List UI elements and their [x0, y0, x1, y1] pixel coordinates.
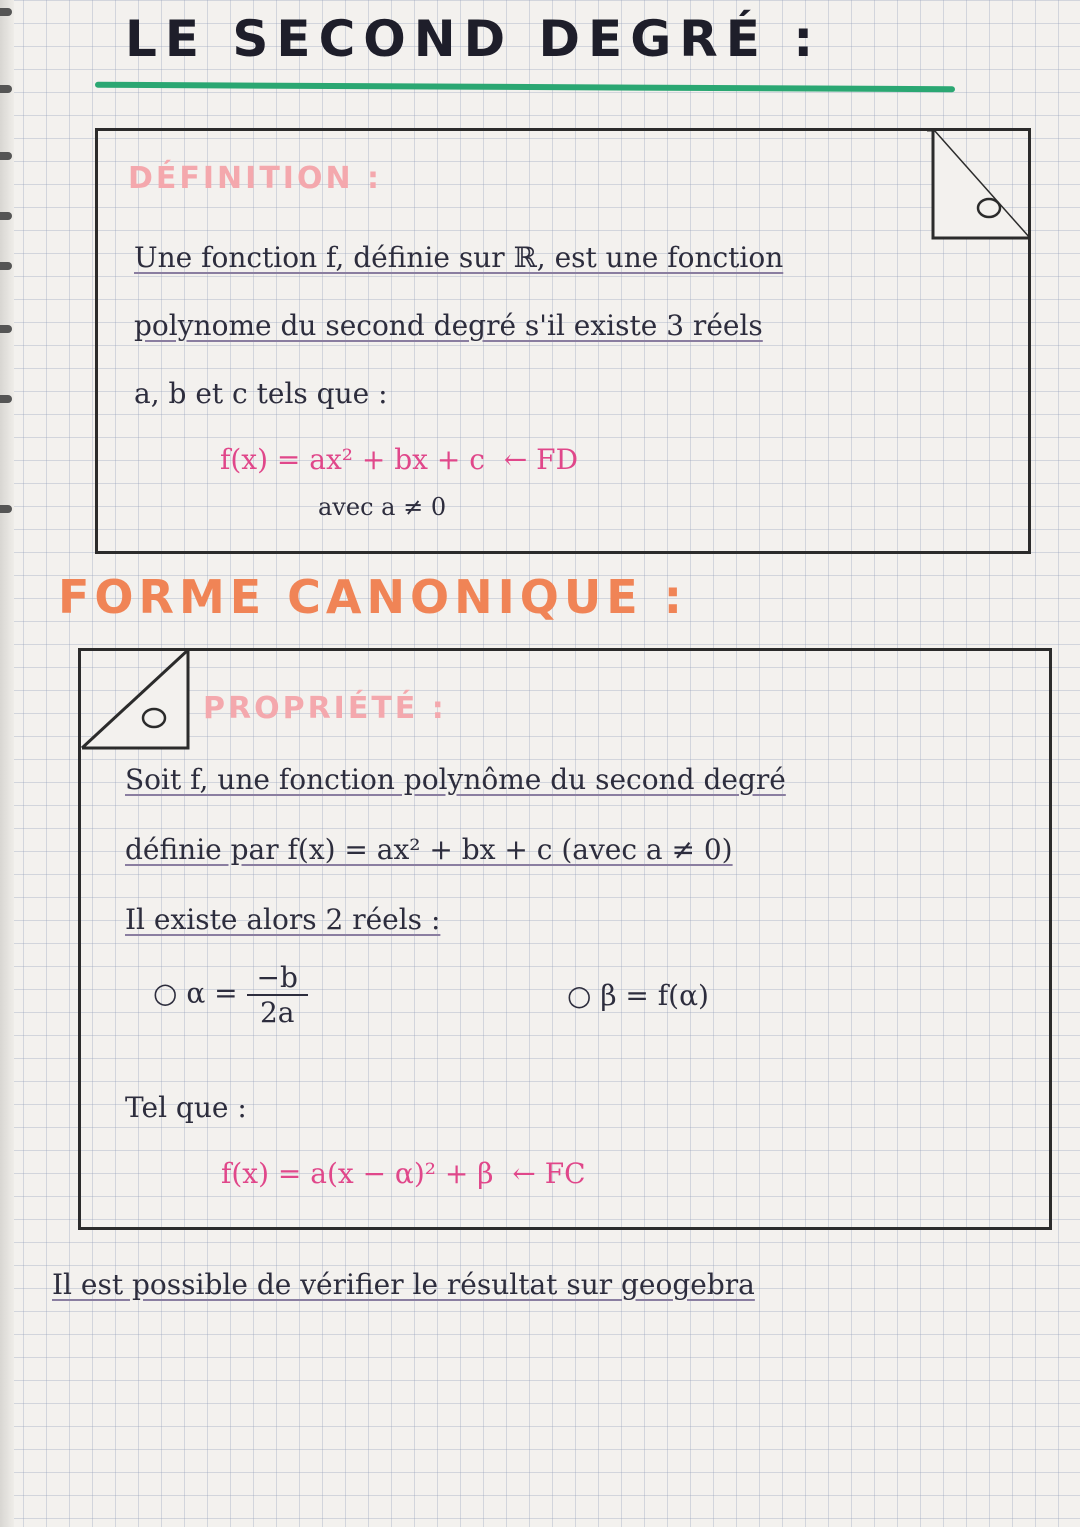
property-formula-text: f(x) = a(x − α)² + β [221, 1157, 494, 1190]
definition-box [95, 128, 1031, 554]
binding-ring [0, 262, 12, 270]
binding-ring [0, 212, 12, 220]
binding-ring [0, 395, 12, 403]
notebook-binding [0, 0, 14, 1527]
property-formula [221, 1157, 586, 1190]
property-formula-tag: ← FC [512, 1157, 586, 1190]
definition-formula-text: f(x) = ax² + bx + c [220, 443, 485, 476]
page-fold-icon [927, 128, 1031, 240]
definition-formula-tag: ← FD [503, 443, 579, 476]
footer-note [52, 1268, 755, 1301]
definition-line-2-text: polynome du second degré s'il existe 3 réels [134, 309, 763, 342]
alpha-definition [153, 961, 308, 1029]
property-line-3: Il existe alors 2 réels : [125, 903, 441, 936]
definition-heading: DÉFINITION : [128, 161, 382, 196]
section-heading-forme-canonique: FORME CANONIQUE : [58, 570, 688, 624]
alpha-denominator: 2a [259, 996, 295, 1029]
binding-ring [0, 325, 12, 333]
definition-line-1: Une fonction f, définie sur ℝ, est une fonction [134, 241, 784, 274]
property-heading: PROPRIÉTÉ : [203, 691, 447, 726]
alpha-label: ○ α = [153, 976, 238, 1010]
binding-ring [0, 85, 12, 93]
definition-formula [220, 443, 578, 476]
property-line-1: Soit f, une fonction polynôme du second degré [125, 763, 786, 796]
tel-que: Tel que : [125, 1091, 247, 1124]
binding-ring [0, 505, 12, 513]
definition-line-3: a, b et c tels que : [134, 377, 388, 410]
definition-line-2 [134, 309, 763, 342]
definition-condition: avec a ≠ 0 [318, 493, 447, 521]
footer-note-text: Il est possible de vérifier le résultat sur geogebra [52, 1268, 755, 1301]
page-fold-icon [78, 648, 190, 752]
page-title: LE SECOND DEGRÉ : [125, 10, 822, 68]
property-line-2: définie par f(x) = ax² + bx + c (avec a ≠ 0) [125, 833, 733, 866]
binding-ring [0, 8, 12, 16]
beta-definition: ○ β = f(α) [567, 979, 709, 1012]
property-box [78, 648, 1052, 1230]
binding-ring [0, 152, 12, 160]
title-underline [95, 82, 955, 93]
alpha-fraction [247, 961, 308, 1029]
alpha-numerator: −b [247, 961, 308, 996]
